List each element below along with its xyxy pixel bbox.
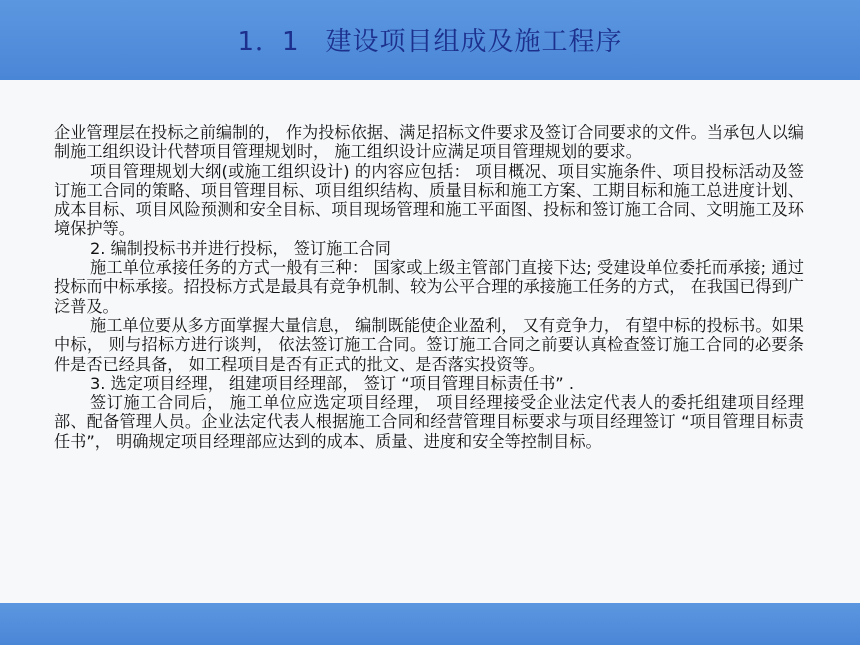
slide-title	[237, 21, 622, 58]
section-title: 建设项目组成及施工程序	[325, 26, 623, 57]
paragraph: 项目管理规划大纲(或施工组织设计) 的内容应包括： 项目概况、项目实施条件、项目投标活动及签订施工合同的策略、项目管理目标、项目组织结构、质量目标和施工方案、工期目标和施工总进度计划、成本目标、项目风险预测和安全目标、项目现场管理和施工平面图、投标和签订施工合同、文明施工及环境保护等。	[54, 161, 804, 239]
paragraph: 2. 编制投标书并进行投标， 签订施工合同	[90, 238, 391, 258]
section-number: 1．1	[237, 26, 300, 57]
header-bar	[0, 0, 860, 80]
paragraph: 3. 选定项目经理， 组建项目经理部， 签订 “项目管理目标责任书” .	[90, 373, 574, 393]
body-text	[54, 123, 804, 451]
footer-bar	[0, 603, 860, 645]
paragraph: 施工单位要从多方面掌握大量信息， 编制既能使企业盈利， 又有竞争力， 有望中标的投标书。如果中标， 则与招标方进行谈判， 依法签订施工合同。签订施工合同之前要认真检查签订施工合同的必要条件是否已经具备， 如工程项目是否有正式的批文、是否落实投资等。	[54, 315, 804, 374]
paragraph: 施工单位承接任务的方式一般有三种： 国家或上级主管部门直接下达; 受建设单位委托而承接; 通过投标而中标承接。招投标方式是最具有竞争机制、较为公平合理的承接施工任务的方式， 在我国已得到广泛普及。	[54, 258, 804, 316]
paragraph: 企业管理层在投标之前编制的， 作为投标依据、满足招标文件要求及签订合同要求的文件。当承包人以编制施工组织设计代替项目管理规划时， 施工组织设计应满足项目管理规划的要求。	[54, 123, 804, 162]
paragraph: 签订施工合同后， 施工单位应选定项目经理， 项目经理接受企业法定代表人的委托组建项目经理部、配备管理人员。企业法定代表人根据施工合同和经营管理目标要求与项目经理签订 “项目管理目标责任书”， 明确规定项目经理部应达到的成本、质量、进度和安全等控制目标。	[54, 393, 804, 451]
